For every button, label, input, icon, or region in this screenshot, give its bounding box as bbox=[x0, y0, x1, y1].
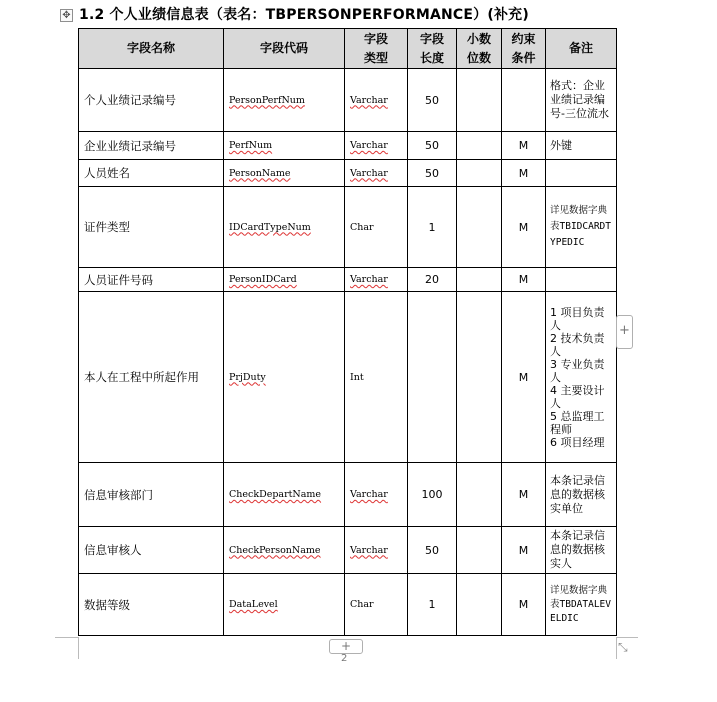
cell-length: 50 bbox=[408, 160, 457, 187]
cell-constraint: M bbox=[502, 463, 546, 527]
cell-length: 50 bbox=[408, 69, 457, 132]
header-note: 备注 bbox=[546, 29, 617, 69]
cell-note: 详见数据字典表TBDATALEVELDIC bbox=[546, 574, 617, 636]
cell-name: 信息审核人 bbox=[79, 527, 224, 574]
table-row bbox=[79, 292, 617, 463]
field-table bbox=[78, 28, 617, 636]
cell-code: PrjDuty bbox=[224, 292, 345, 463]
cell-type: Varchar bbox=[345, 463, 408, 527]
cell-length: 50 bbox=[408, 527, 457, 574]
page-title: 1.2 个人业绩信息表（表名：TBPERSONPERFORMANCE）(补充) bbox=[79, 7, 529, 23]
cell-name: 个人业绩记录编号 bbox=[79, 69, 224, 132]
crop-mark bbox=[55, 637, 78, 638]
header-field-length: 字段 长度 bbox=[408, 29, 457, 69]
cell-code: PerfNum bbox=[224, 132, 345, 160]
cell-note: 详见数据字典表TBIDCARDTYPEDIC bbox=[546, 187, 617, 268]
cell-name: 人员姓名 bbox=[79, 160, 224, 187]
cell-decimal bbox=[457, 463, 502, 527]
cell-type: Int bbox=[345, 292, 408, 463]
cell-constraint: M bbox=[502, 160, 546, 187]
cell-code: PersonPerfNum bbox=[224, 69, 345, 132]
note-line: 4 主要设计人 bbox=[550, 383, 605, 410]
table-row bbox=[79, 527, 617, 574]
cell-note bbox=[546, 160, 617, 187]
cell-note bbox=[546, 292, 617, 463]
note-line: 1 项目负责人 bbox=[550, 305, 605, 332]
crop-mark bbox=[616, 637, 638, 638]
cell-type: Varchar bbox=[345, 268, 408, 292]
page-number: 2 bbox=[341, 653, 348, 664]
cell-decimal bbox=[457, 292, 502, 463]
cell-code: DataLevel bbox=[224, 574, 345, 636]
table-row bbox=[79, 268, 617, 292]
header-constraint: 约束 条件 bbox=[502, 29, 546, 69]
cell-note: 格式：企业业绩记录编号-三位流水 bbox=[546, 69, 617, 132]
cell-code: CheckDepartName bbox=[224, 463, 345, 527]
note-line: 2 技术负责人 bbox=[550, 331, 605, 358]
cell-note: 外键 bbox=[546, 132, 617, 160]
cell-code: CheckPersonName bbox=[224, 527, 345, 574]
cell-decimal bbox=[457, 527, 502, 574]
cell-type: Char bbox=[345, 574, 408, 636]
cell-constraint: M bbox=[502, 292, 546, 463]
add-column-plus-icon[interactable]: + bbox=[616, 315, 633, 349]
cell-type: Varchar bbox=[345, 69, 408, 132]
cell-length: 1 bbox=[408, 574, 457, 636]
cell-constraint: M bbox=[502, 527, 546, 574]
cell-type: Char bbox=[345, 187, 408, 268]
cell-length: 20 bbox=[408, 268, 457, 292]
cell-name: 证件类型 bbox=[79, 187, 224, 268]
cell-length bbox=[408, 292, 457, 463]
cell-code: PersonIDCard bbox=[224, 268, 345, 292]
cell-decimal bbox=[457, 574, 502, 636]
crop-mark bbox=[616, 637, 617, 659]
header-decimal-places: 小数 位数 bbox=[457, 29, 502, 69]
cell-constraint bbox=[502, 69, 546, 132]
note-line: 3 专业负责人 bbox=[550, 357, 605, 384]
header-field-type: 字段 类型 bbox=[345, 29, 408, 69]
cell-note: 本条记录信息的数据核实单位 bbox=[546, 463, 617, 527]
cell-decimal bbox=[457, 187, 502, 268]
cell-name: 信息审核部门 bbox=[79, 463, 224, 527]
cell-decimal bbox=[457, 160, 502, 187]
table-row bbox=[79, 69, 617, 132]
cell-decimal bbox=[457, 268, 502, 292]
crop-mark bbox=[78, 637, 79, 659]
cell-name: 企业业绩记录编号 bbox=[79, 132, 224, 160]
cell-name: 人员证件号码 bbox=[79, 268, 224, 292]
table-row bbox=[79, 132, 617, 160]
cell-name: 本人在工程中所起作用 bbox=[79, 292, 224, 463]
add-row-plus-icon[interactable]: + bbox=[329, 639, 363, 654]
cell-constraint: M bbox=[502, 574, 546, 636]
cell-length: 100 bbox=[408, 463, 457, 527]
table-header-row bbox=[79, 29, 617, 69]
cell-type: Varchar bbox=[345, 132, 408, 160]
table-move-handle-icon[interactable]: ✥ bbox=[60, 9, 73, 22]
cell-type: Varchar bbox=[345, 160, 408, 187]
cell-constraint: M bbox=[502, 132, 546, 160]
cell-code: IDCardTypeNum bbox=[224, 187, 345, 268]
cell-name: 数据等级 bbox=[79, 574, 224, 636]
note-line: 5 总监理工程师 bbox=[550, 409, 605, 436]
cell-constraint: M bbox=[502, 268, 546, 292]
cell-note: 本条记录信息的数据核实人 bbox=[546, 527, 617, 574]
cell-note bbox=[546, 268, 617, 292]
cell-decimal bbox=[457, 69, 502, 132]
cell-decimal bbox=[457, 132, 502, 160]
cell-length: 50 bbox=[408, 132, 457, 160]
table-row bbox=[79, 574, 617, 636]
cell-constraint: M bbox=[502, 187, 546, 268]
cell-length: 1 bbox=[408, 187, 457, 268]
header-field-name: 字段名称 bbox=[79, 29, 224, 69]
cell-code: PersonName bbox=[224, 160, 345, 187]
table-row bbox=[79, 463, 617, 527]
note-line: 6 项目经理 bbox=[550, 435, 605, 449]
cell-type: Varchar bbox=[345, 527, 408, 574]
table-row bbox=[79, 187, 617, 268]
table-resize-icon[interactable]: ⤡ bbox=[618, 640, 628, 654]
header-field-code: 字段代码 bbox=[224, 29, 345, 69]
table-row bbox=[79, 160, 617, 187]
